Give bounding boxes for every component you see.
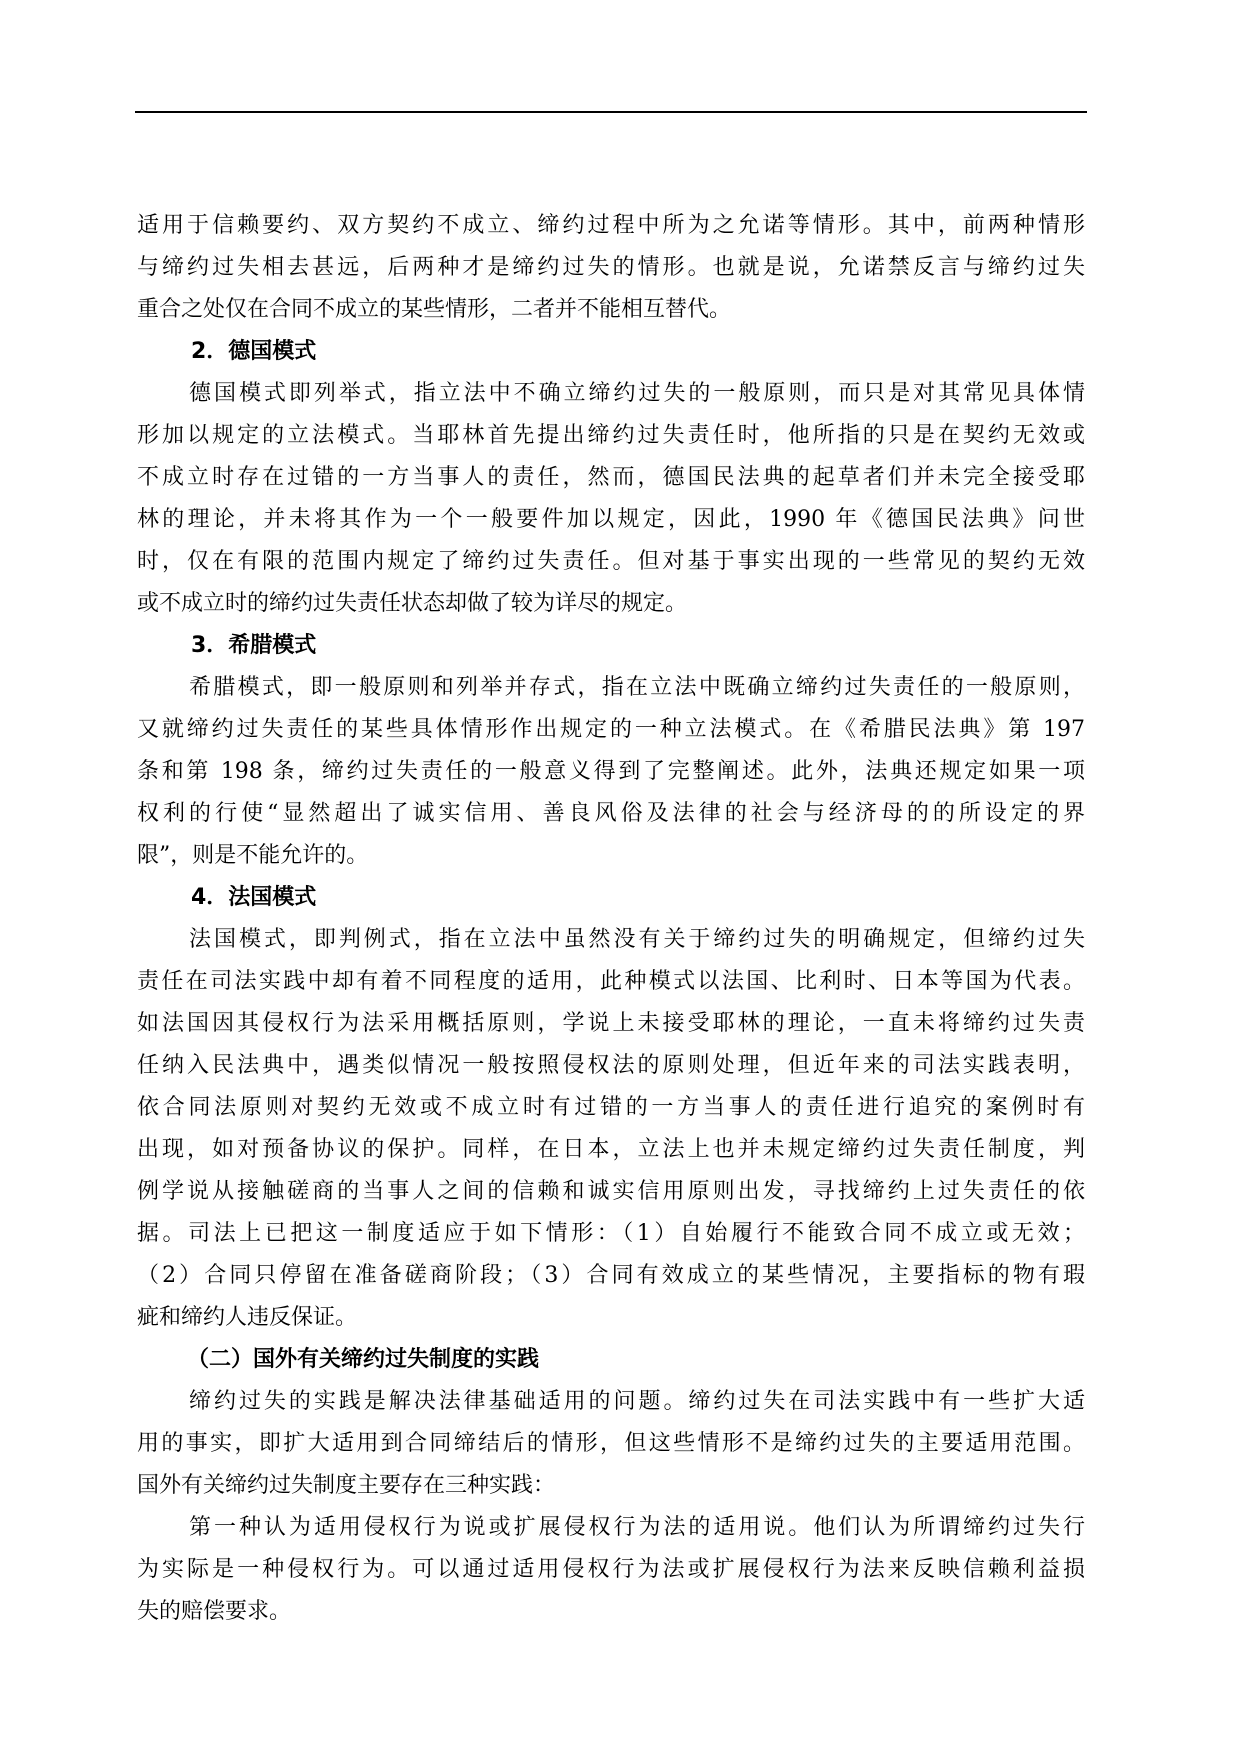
paragraph-line: （2）合同只停留在准备磋商阶段；（3）合同有效成立的某些情况，主要指标的物有瑕 <box>137 1263 1085 1288</box>
paragraph-line: 为实际是一种侵权行为。可以通过适用侵权行为法或扩展侵权行为法来反映信赖利益损 <box>137 1557 1085 1582</box>
paragraph-line: 如法国因其侵权行为法采用概括原则，学说上未接受耶林的理论，一直未将缔约过失责 <box>137 1011 1085 1036</box>
paragraph-line: 林的理论，并未将其作为一个一般要件加以规定，因此，1990 年《德国民法典》问世 <box>137 507 1085 532</box>
paragraph-line: 责任在司法实践中却有着不同程度的适用，此种模式以法国、比利时、日本等国为代表。 <box>137 969 1085 994</box>
paragraph-line: 形加以规定的立法模式。当耶林首先提出缔约过失责任时，他所指的只是在契约无效或 <box>137 423 1085 448</box>
section-heading-germany: 2．德国模式 <box>191 339 317 364</box>
paragraph-line: 用的事实，即扩大适用到合同缔结后的情形，但这些情形不是缔约过失的主要适用范围。 <box>137 1431 1085 1456</box>
section-heading-france: 4．法国模式 <box>191 885 317 910</box>
paragraph-line: 限”，则是不能允许的。 <box>137 843 369 868</box>
paragraph-line: 不成立时存在过错的一方当事人的责任，然而，德国民法典的起草者们并未完全接受耶 <box>137 465 1085 490</box>
paragraph-line: 重合之处仅在合同不成立的某些情形，二者并不能相互替代。 <box>137 297 732 322</box>
paragraph <box>137 1381 1085 1507</box>
document-body <box>137 205 1085 1633</box>
section-heading-practice: （二）国外有关缔约过失制度的实践 <box>187 1347 540 1372</box>
paragraph <box>137 1507 1085 1633</box>
paragraph-line: 德国模式即列举式，指立法中不确立缔约过失的一般原则，而只是对其常见具体情 <box>189 381 1085 406</box>
paragraph-line: 失的赔偿要求。 <box>137 1599 292 1624</box>
paragraph-line: 依合同法原则对契约无效或不成立时有过错的一方当事人的责任进行追究的案例时有 <box>137 1095 1085 1120</box>
paragraph <box>137 205 1085 331</box>
paragraph-line: 时，仅在有限的范围内规定了缔约过失责任。但对基于事实出现的一些常见的契约无效 <box>137 549 1085 574</box>
paragraph <box>137 667 1085 877</box>
section-heading-greece: 3．希腊模式 <box>191 633 317 658</box>
header-rule <box>135 111 1087 113</box>
paragraph-line: 又就缔约过失责任的某些具体情形作出规定的一种立法模式。在《希腊民法典》第 197 <box>137 717 1085 742</box>
paragraph-line: 第一种认为适用侵权行为说或扩展侵权行为法的适用说。他们认为所谓缔约过失行 <box>189 1515 1085 1540</box>
paragraph-line: 条和第 198 条，缔约过失责任的一般意义得到了完整阐述。此外，法典还规定如果一项 <box>137 759 1085 784</box>
paragraph-line: 出现，如对预备协议的保护。同样，在日本，立法上也并未规定缔约过失责任制度，判 <box>137 1137 1085 1162</box>
paragraph-line: 希腊模式，即一般原则和列举并存式，指在立法中既确立缔约过失责任的一般原则， <box>189 675 1085 700</box>
paragraph-line: 或不成立时的缔约过失责任状态却做了较为详尽的规定。 <box>137 591 688 616</box>
paragraph-line: 例学说从接触磋商的当事人之间的信赖和诚实信用原则出发，寻找缔约上过失责任的依 <box>137 1179 1085 1204</box>
paragraph <box>137 373 1085 625</box>
paragraph-line: 法国模式，即判例式，指在立法中虽然没有关于缔约过失的明确规定，但缔约过失 <box>189 927 1085 952</box>
paragraph-line: 缔约过失的实践是解决法律基础适用的问题。缔约过失在司法实践中有一些扩大适 <box>189 1389 1085 1414</box>
paragraph-line: 任纳入民法典中，遇类似情况一般按照侵权法的原则处理，但近年来的司法实践表明， <box>137 1053 1085 1078</box>
paragraph-line: 疵和缔约人违反保证。 <box>137 1305 358 1330</box>
paragraph-line: 国外有关缔约过失制度主要存在三种实践： <box>137 1473 556 1498</box>
paragraph-line: 据。司法上已把这一制度适应于如下情形：（1）自始履行不能致合同不成立或无效； <box>137 1221 1085 1246</box>
paragraph <box>137 919 1085 1339</box>
paragraph-line: 与缔约过失相去甚远，后两种才是缔约过失的情形。也就是说，允诺禁反言与缔约过失 <box>137 255 1085 280</box>
paragraph-line: 权利的行使“显然超出了诚实信用、善良风俗及法律的社会与经济母的的所设定的界 <box>137 801 1085 826</box>
paragraph-line: 适用于信赖要约、双方契约不成立、缔约过程中所为之允诺等情形。其中，前两种情形 <box>137 213 1085 238</box>
